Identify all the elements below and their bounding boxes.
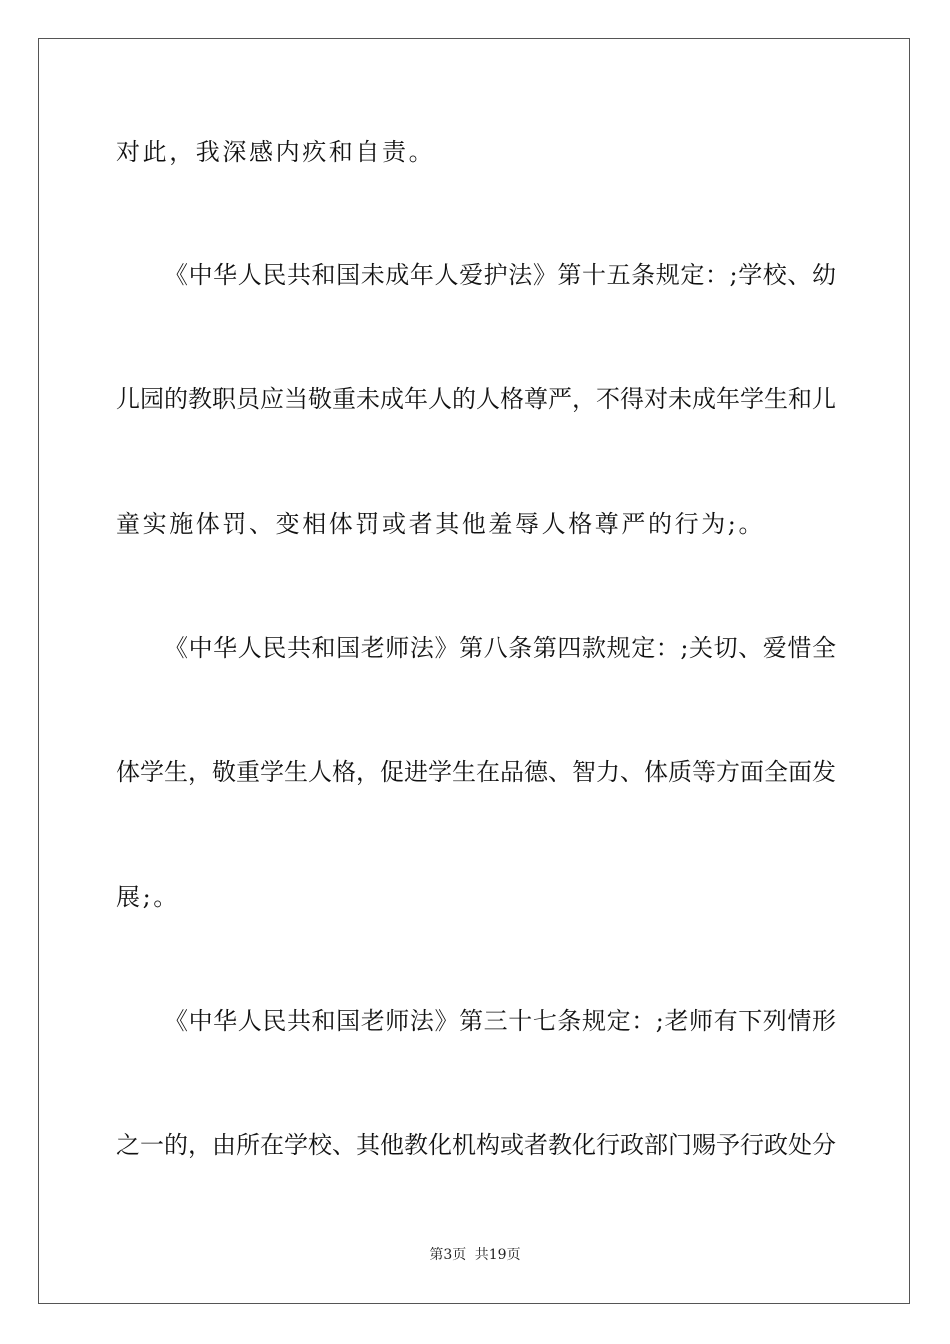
page-total: 共19页 [474, 1247, 521, 1263]
text-line-3: 儿园的教职员应当敬重未成年人的人格尊严，不得对未成年学生和儿 [116, 385, 836, 413]
text-line-7: 展;。 [116, 883, 180, 911]
page-border [38, 38, 910, 1304]
text-line-2: 《中华人民共和国未成年人爱护法》第十五条规定：;学校、幼 [164, 261, 836, 289]
page-number: 第3页 [429, 1247, 467, 1263]
text-line-4: 童实施体罚、变相体罚或者其他羞辱人格尊严的行为;。 [116, 510, 766, 538]
text-line-1: 对此，我深感内疚和自责。 [116, 138, 436, 166]
text-line-8: 《中华人民共和国老师法》第三十七条规定：;老师有下列情形 [164, 1007, 836, 1035]
text-line-6: 体学生，敬重学生人格，促进学生在品德、智力、体质等方面全面发 [116, 758, 836, 786]
text-line-9: 之一的，由所在学校、其他教化机构或者教化行政部门赐予行政处分 [116, 1131, 836, 1159]
page-footer [0, 1246, 950, 1264]
text-line-5: 《中华人民共和国老师法》第八条第四款规定：;关切、爱惜全 [164, 634, 836, 662]
